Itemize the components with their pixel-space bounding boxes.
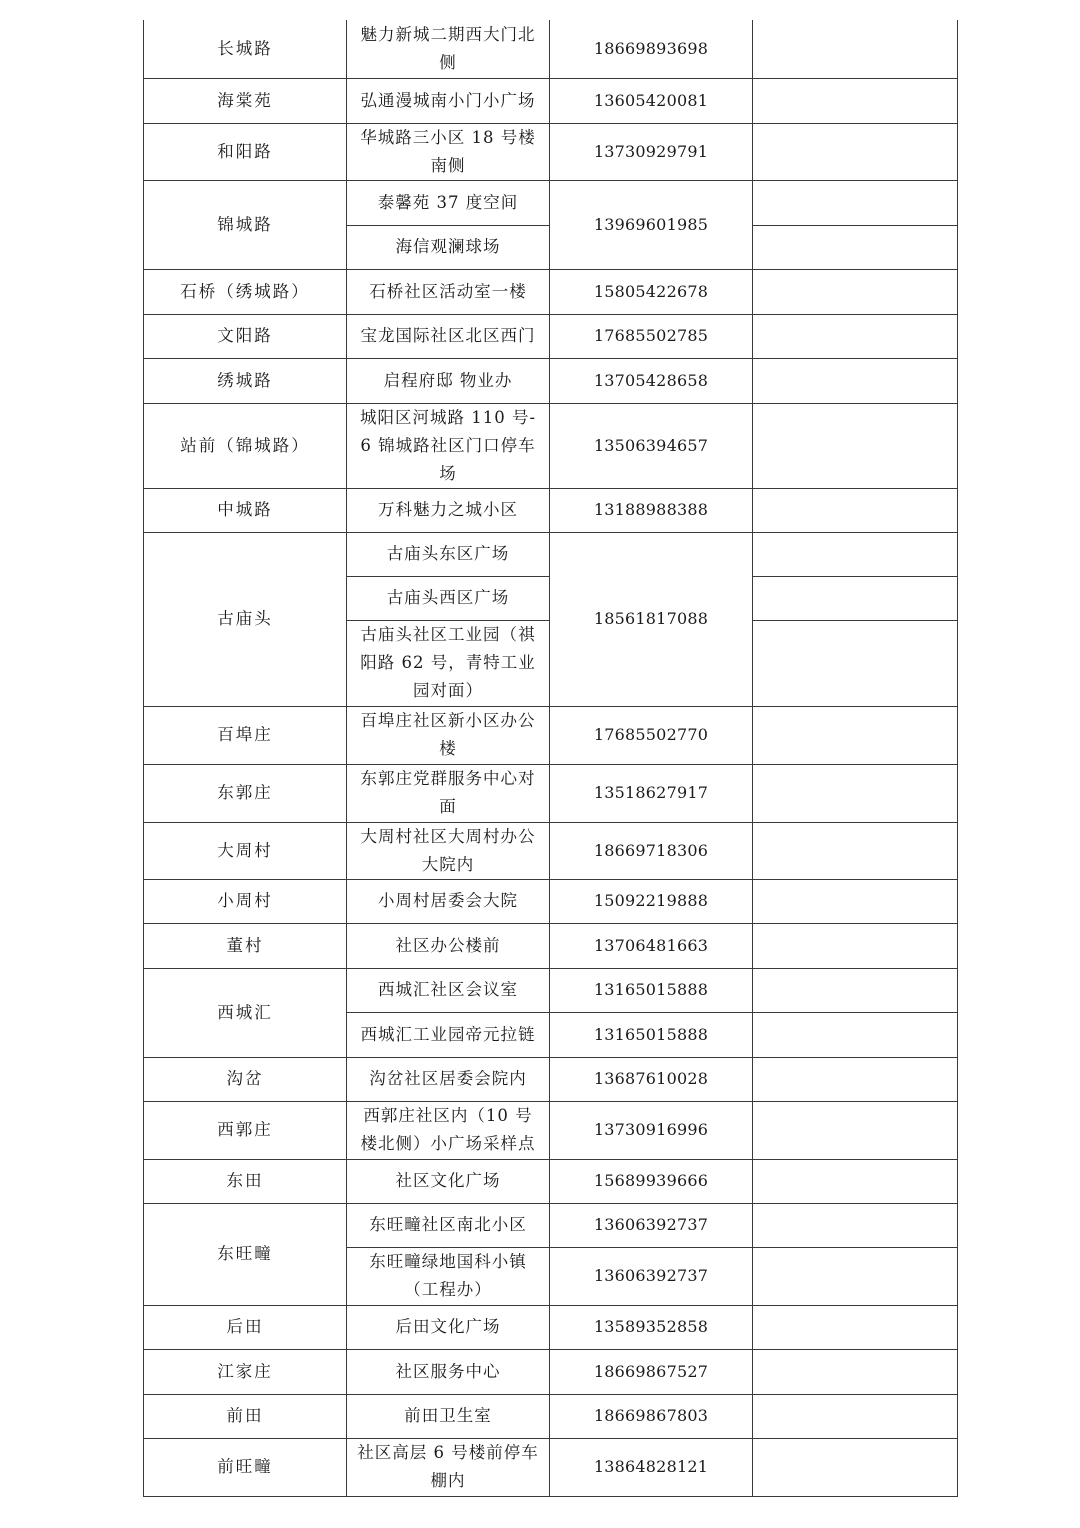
table-row [144, 923, 958, 968]
community-cell: 江家庄 [144, 1349, 347, 1394]
site-cell: 万科魅力之城小区 [347, 488, 550, 532]
note-cell [753, 1305, 958, 1349]
community-cell: 小周村 [144, 879, 347, 923]
table-row [144, 123, 958, 180]
note-cell [753, 532, 958, 576]
table-row [144, 822, 958, 879]
note-cell [753, 1101, 958, 1159]
site-cell: 宝龙国际社区北区西门 [347, 314, 550, 358]
table-row [144, 1057, 958, 1101]
note-cell [753, 488, 958, 532]
site-cell: 西城汇社区会议室 [347, 968, 550, 1012]
site-cell: 后田文化广场 [347, 1305, 550, 1349]
table-row [144, 488, 958, 532]
phone-cell: 13605420081 [550, 78, 753, 123]
site-cell: 魅力新城二期西大门北侧 [347, 20, 550, 78]
site-cell: 百埠庄社区新小区办公楼 [347, 706, 550, 764]
note-cell [753, 879, 958, 923]
note-cell [753, 923, 958, 968]
phone-cell: 13165015888 [550, 1012, 753, 1057]
table-row [144, 1394, 958, 1438]
site-cell: 社区文化广场 [347, 1159, 550, 1203]
phone-cell: 13589352858 [550, 1305, 753, 1349]
site-cell: 西城汇工业园帝元拉链 [347, 1012, 550, 1057]
note-cell [753, 620, 958, 706]
note-cell [753, 1057, 958, 1101]
phone-cell: 18561817088 [550, 532, 753, 706]
table-row [144, 20, 958, 78]
table-row [144, 1203, 958, 1247]
note-cell [753, 822, 958, 879]
table-row [144, 532, 958, 576]
community-cell: 石桥（绣城路） [144, 269, 347, 314]
site-cell: 大周村社区大周村办公大院内 [347, 822, 550, 879]
community-cell: 前田 [144, 1394, 347, 1438]
table-row [144, 1305, 958, 1349]
phone-cell: 17685502785 [550, 314, 753, 358]
table-row [144, 706, 958, 764]
note-cell [753, 314, 958, 358]
note-cell [753, 403, 958, 488]
note-cell [753, 1247, 958, 1305]
site-cell: 东郭庄党群服务中心对面 [347, 764, 550, 822]
community-cell: 东田 [144, 1159, 347, 1203]
note-cell [753, 269, 958, 314]
phone-cell: 13188988388 [550, 488, 753, 532]
phone-cell: 13687610028 [550, 1057, 753, 1101]
community-cell: 长城路 [144, 20, 347, 78]
table-row [144, 358, 958, 403]
note-cell [753, 1203, 958, 1247]
community-cell: 东旺疃 [144, 1203, 347, 1305]
note-cell [753, 1394, 958, 1438]
site-cell: 社区高层 6 号楼前停车棚内 [347, 1438, 550, 1496]
note-cell [753, 968, 958, 1012]
phone-cell: 13706481663 [550, 923, 753, 968]
phone-cell: 15805422678 [550, 269, 753, 314]
table-body [144, 20, 958, 1496]
community-cell: 和阳路 [144, 123, 347, 180]
table-row [144, 1159, 958, 1203]
phone-cell: 18669867527 [550, 1349, 753, 1394]
note-cell [753, 20, 958, 78]
site-cell: 古庙头东区广场 [347, 532, 550, 576]
phone-cell: 17685502770 [550, 706, 753, 764]
phone-cell: 13165015888 [550, 968, 753, 1012]
note-cell [753, 764, 958, 822]
table-row [144, 879, 958, 923]
site-cell: 小周村居委会大院 [347, 879, 550, 923]
community-cell: 绣城路 [144, 358, 347, 403]
note-cell [753, 78, 958, 123]
site-cell: 前田卫生室 [347, 1394, 550, 1438]
community-cell: 西城汇 [144, 968, 347, 1057]
site-cell: 古庙头社区工业园（祺阳路 62 号，青特工业园对面） [347, 620, 550, 706]
table-row [144, 1438, 958, 1496]
community-cell: 西郭庄 [144, 1101, 347, 1159]
table-row [144, 314, 958, 358]
community-cell: 文阳路 [144, 314, 347, 358]
table-row [144, 269, 958, 314]
phone-cell: 18669893698 [550, 20, 753, 78]
site-cell: 社区服务中心 [347, 1349, 550, 1394]
community-cell: 百埠庄 [144, 706, 347, 764]
community-cell: 沟岔 [144, 1057, 347, 1101]
phone-cell: 18669867803 [550, 1394, 753, 1438]
phone-cell: 13730929791 [550, 123, 753, 180]
phone-cell: 18669718306 [550, 822, 753, 879]
note-cell [753, 576, 958, 620]
phone-cell: 13969601985 [550, 180, 753, 269]
site-cell: 西郭庄社区内（10 号楼北侧）小广场采样点 [347, 1101, 550, 1159]
table-row [144, 180, 958, 225]
note-cell [753, 180, 958, 225]
phone-cell: 13606392737 [550, 1247, 753, 1305]
note-cell [753, 1349, 958, 1394]
community-cell: 古庙头 [144, 532, 347, 706]
table-row [144, 78, 958, 123]
note-cell [753, 358, 958, 403]
table-row [144, 1101, 958, 1159]
site-cell: 华城路三小区 18 号楼南侧 [347, 123, 550, 180]
note-cell [753, 123, 958, 180]
community-cell: 前旺疃 [144, 1438, 347, 1496]
site-cell: 东旺疃绿地国科小镇（工程办） [347, 1247, 550, 1305]
note-cell [753, 706, 958, 764]
note-cell [753, 1159, 958, 1203]
phone-cell: 13506394657 [550, 403, 753, 488]
note-cell [753, 1012, 958, 1057]
sampling-site-table [143, 20, 958, 1497]
community-cell: 站前（锦城路） [144, 403, 347, 488]
community-cell: 海棠苑 [144, 78, 347, 123]
phone-cell: 13518627917 [550, 764, 753, 822]
phone-cell: 15689939666 [550, 1159, 753, 1203]
note-cell [753, 225, 958, 269]
community-cell: 董村 [144, 923, 347, 968]
site-cell: 启程府邸 物业办 [347, 358, 550, 403]
phone-cell: 15092219888 [550, 879, 753, 923]
community-cell: 锦城路 [144, 180, 347, 269]
table-row [144, 403, 958, 488]
site-cell: 城阳区河城路 110 号-6 锦城路社区门口停车场 [347, 403, 550, 488]
table-row [144, 764, 958, 822]
community-cell: 后田 [144, 1305, 347, 1349]
table-row [144, 968, 958, 1012]
site-cell: 古庙头西区广场 [347, 576, 550, 620]
site-cell: 弘通漫城南小门小广场 [347, 78, 550, 123]
site-cell: 海信观澜球场 [347, 225, 550, 269]
community-cell: 东郭庄 [144, 764, 347, 822]
phone-cell: 13730916996 [550, 1101, 753, 1159]
community-cell: 大周村 [144, 822, 347, 879]
site-cell: 社区办公楼前 [347, 923, 550, 968]
site-cell: 石桥社区活动室一楼 [347, 269, 550, 314]
site-cell: 泰馨苑 37 度空间 [347, 180, 550, 225]
note-cell [753, 1438, 958, 1496]
community-cell: 中城路 [144, 488, 347, 532]
site-cell: 沟岔社区居委会院内 [347, 1057, 550, 1101]
phone-cell: 13606392737 [550, 1203, 753, 1247]
table-row [144, 1349, 958, 1394]
phone-cell: 13705428658 [550, 358, 753, 403]
site-cell: 东旺疃社区南北小区 [347, 1203, 550, 1247]
phone-cell: 13864828121 [550, 1438, 753, 1496]
